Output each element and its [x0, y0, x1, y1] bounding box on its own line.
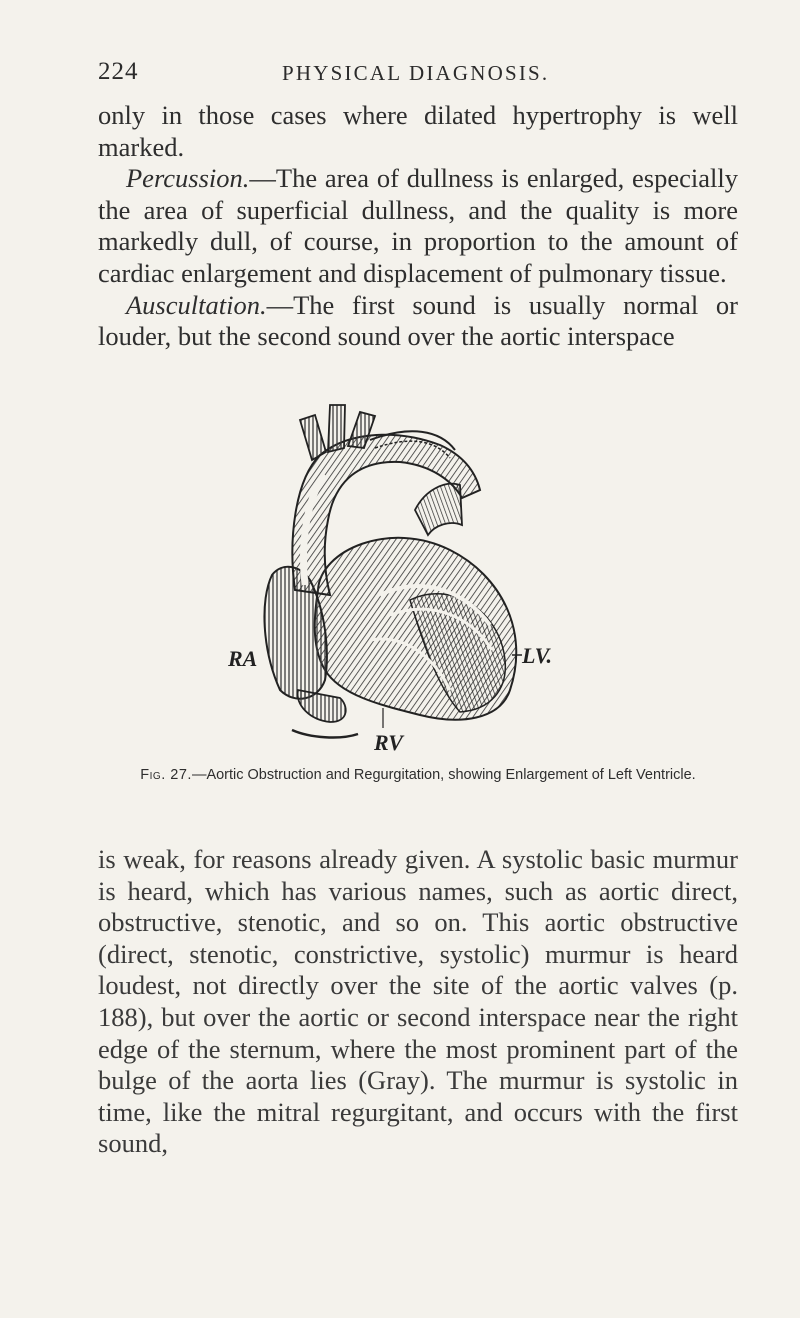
figure-caption-text: —Aortic Obstruction and Regurgitation, showing Enlargement of Left Ventricle.	[191, 767, 696, 783]
heart-illustration	[200, 400, 620, 770]
running-head	[98, 58, 734, 88]
running-title: PHYSICAL DIAGNOSIS.	[282, 61, 550, 85]
paragraph-text: —The area of dullness is enlarged, especially the area of superficial dullness, and the quality is more markedly dull, of course, in proportion to the amount of cardiac enlargement and displacement of pulmonary tissue.	[98, 163, 738, 288]
paragraph-auscultation	[98, 290, 738, 353]
page-number: 224	[98, 58, 139, 85]
label-right-ventricle: RV	[374, 730, 403, 755]
body-text-top	[98, 100, 738, 353]
paragraph-murmur: is weak, for reasons already given. A systolic basic murmur is heard, which has various names, such as aortic direct, obstructive, stenotic, and so on. This aortic obstructive (direct, stenotic, constrictive, systolic) murmur is heard loudest, not directly over the site of the aortic valves (p. 188), but over the aortic or second interspace near the right edge of the sternum, where the most prominent part of the bulge of the aorta lies (Gray). The murmur is systolic in time, like the mitral regurgitant, and occurs with the first sound,	[98, 844, 738, 1159]
figure-number: Fig. 27.	[140, 767, 192, 783]
paragraph-percussion	[98, 163, 738, 289]
pulmonary-artery-shape	[415, 484, 462, 535]
label-right-atrium: RA	[228, 646, 258, 671]
figure-caption	[106, 766, 730, 785]
body-text-bottom	[98, 844, 738, 1160]
paragraph-lead: Percussion.	[126, 163, 250, 194]
paragraph-continuation	[98, 100, 738, 163]
label-left-ventricle: LV.	[522, 643, 552, 668]
heart-engraving	[200, 400, 620, 770]
paragraph-lead: Auscultation.	[126, 289, 267, 320]
paragraph-text: only in those cases where dilated hypertrophy is well marked.	[98, 100, 738, 162]
paragraph-text: —The first sound is usually normal or louder, but the second sound over the aortic interspace	[98, 289, 738, 352]
